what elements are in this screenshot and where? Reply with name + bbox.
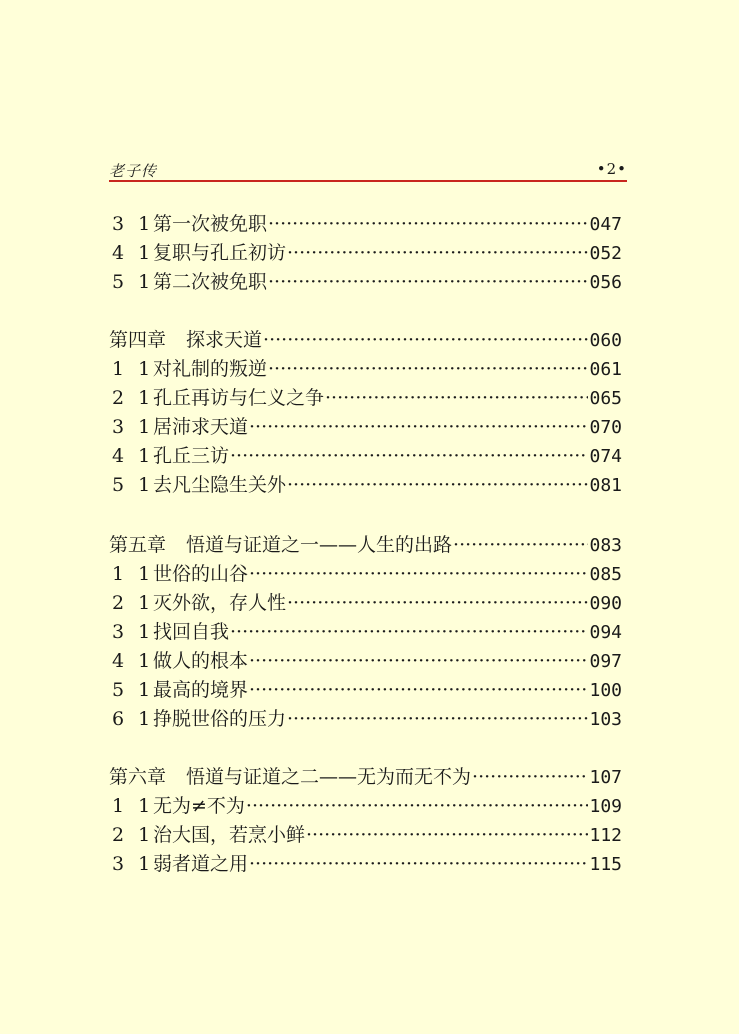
section-title: 无为≠不为 — [153, 795, 245, 817]
chapter-title: 探求天道 — [186, 329, 263, 351]
page-ref: 083 — [589, 535, 622, 556]
toc-entry[interactable] — [109, 676, 622, 704]
chapter-label: 第六章 — [109, 766, 167, 788]
section-number: 2 1 — [112, 592, 155, 614]
section-number: 2 1 — [112, 824, 155, 846]
section-title: 世俗的山谷 — [153, 563, 249, 585]
section-title: 最高的境界 — [153, 679, 249, 701]
section-number: 2 1 — [112, 387, 155, 409]
leader-dots — [287, 471, 588, 499]
page-ref: 070 — [589, 417, 622, 438]
section-number: 1 1 — [112, 563, 155, 585]
leader-dots — [249, 413, 588, 441]
leader-dots — [325, 384, 588, 412]
toc-entry[interactable] — [109, 210, 622, 238]
page-ref: 047 — [589, 214, 622, 235]
section-number: 5 1 — [112, 271, 155, 293]
page-ref: 094 — [589, 622, 622, 643]
page-header — [109, 158, 627, 182]
leader-dots — [472, 763, 588, 791]
page-ref: 061 — [589, 359, 622, 380]
page-ref: 100 — [589, 680, 622, 701]
chapter-title: 悟道与证道之一——人生的出路 — [186, 534, 453, 556]
toc-entry[interactable] — [109, 471, 622, 499]
chapter-label: 第五章 — [109, 534, 167, 556]
section-number: 5 1 — [112, 679, 155, 701]
toc-entry[interactable] — [109, 589, 622, 617]
toc-entry[interactable] — [109, 792, 622, 820]
section-title: 孔丘三访 — [153, 445, 230, 467]
section-title: 治大国，若烹小鲜 — [153, 824, 306, 846]
toc-entry[interactable] — [109, 442, 622, 470]
page-ref: 097 — [589, 651, 622, 672]
section-title: 挣脱世俗的压力 — [153, 708, 287, 730]
leader-dots — [268, 268, 588, 296]
leader-dots — [263, 326, 588, 354]
leader-dots — [246, 792, 589, 820]
page-ref: 115 — [589, 854, 622, 875]
page-ref: 060 — [589, 330, 622, 351]
toc-entry[interactable] — [109, 239, 622, 267]
leader-dots — [268, 355, 588, 383]
toc-entry[interactable] — [109, 355, 622, 383]
toc-entry[interactable] — [109, 850, 622, 878]
leader-dots — [268, 210, 588, 238]
page-ref: 065 — [589, 388, 622, 409]
section-number: 5 1 — [112, 474, 155, 496]
page-ref: 085 — [589, 564, 622, 585]
page-ref: 109 — [589, 796, 622, 817]
toc-entry[interactable] — [109, 647, 622, 675]
page-ref: 056 — [589, 272, 622, 293]
toc-entry[interactable] — [109, 384, 622, 412]
toc-entry[interactable] — [109, 705, 622, 733]
page-ref: 074 — [589, 446, 622, 467]
toc-entry[interactable] — [109, 821, 622, 849]
toc-entry[interactable] — [109, 413, 622, 441]
leader-dots — [249, 560, 588, 588]
page-ref: 112 — [589, 825, 622, 846]
leader-dots — [230, 618, 588, 646]
page-ref: 103 — [589, 709, 622, 730]
toc-chapter[interactable] — [109, 531, 622, 559]
section-number: 3 1 — [112, 416, 155, 438]
section-title: 第一次被免职 — [153, 213, 268, 235]
section-title: 第二次被免职 — [153, 271, 268, 293]
section-title: 居沛求天道 — [153, 416, 249, 438]
section-title: 做人的根本 — [153, 650, 249, 672]
section-number: 6 1 — [112, 708, 155, 730]
page-ref: 052 — [589, 243, 622, 264]
leader-dots — [453, 531, 588, 559]
leader-dots — [287, 239, 588, 267]
leader-dots — [249, 850, 588, 878]
section-number: 3 1 — [112, 853, 155, 875]
toc-entry[interactable] — [109, 560, 622, 588]
section-number: 4 1 — [112, 242, 155, 264]
toc-entry[interactable] — [109, 268, 622, 296]
running-title: 老子传 — [109, 162, 158, 180]
leader-dots — [287, 705, 588, 733]
section-title: 孔丘再访与仁义之争 — [153, 387, 325, 409]
page-ref: 081 — [589, 475, 622, 496]
leader-dots — [287, 589, 588, 617]
section-number: 3 1 — [112, 621, 155, 643]
section-number: 1 1 — [112, 795, 155, 817]
page-ref: 090 — [589, 593, 622, 614]
leader-dots — [306, 821, 588, 849]
leader-dots — [230, 442, 588, 470]
page-ref: 107 — [589, 767, 622, 788]
section-number: 3 1 — [112, 213, 155, 235]
toc-entry[interactable] — [109, 618, 622, 646]
section-number: 4 1 — [112, 445, 155, 467]
section-title: 找回自我 — [153, 621, 230, 643]
section-title: 复职与孔丘初访 — [153, 242, 287, 264]
section-title: 灭外欲，存人性 — [153, 592, 287, 614]
section-title: 弱者道之用 — [153, 853, 249, 875]
leader-dots — [249, 676, 588, 704]
leader-dots — [249, 647, 588, 675]
toc-chapter[interactable] — [109, 763, 622, 791]
section-number: 4 1 — [112, 650, 155, 672]
page-number: •2• — [596, 160, 627, 178]
chapter-title: 悟道与证道之二——无为而无不为 — [186, 766, 472, 788]
section-title: 去凡尘隐生关外 — [153, 474, 287, 496]
section-title: 对礼制的叛逆 — [153, 358, 268, 380]
toc-chapter[interactable] — [109, 326, 622, 354]
section-number: 1 1 — [112, 358, 155, 380]
chapter-label: 第四章 — [109, 329, 167, 351]
